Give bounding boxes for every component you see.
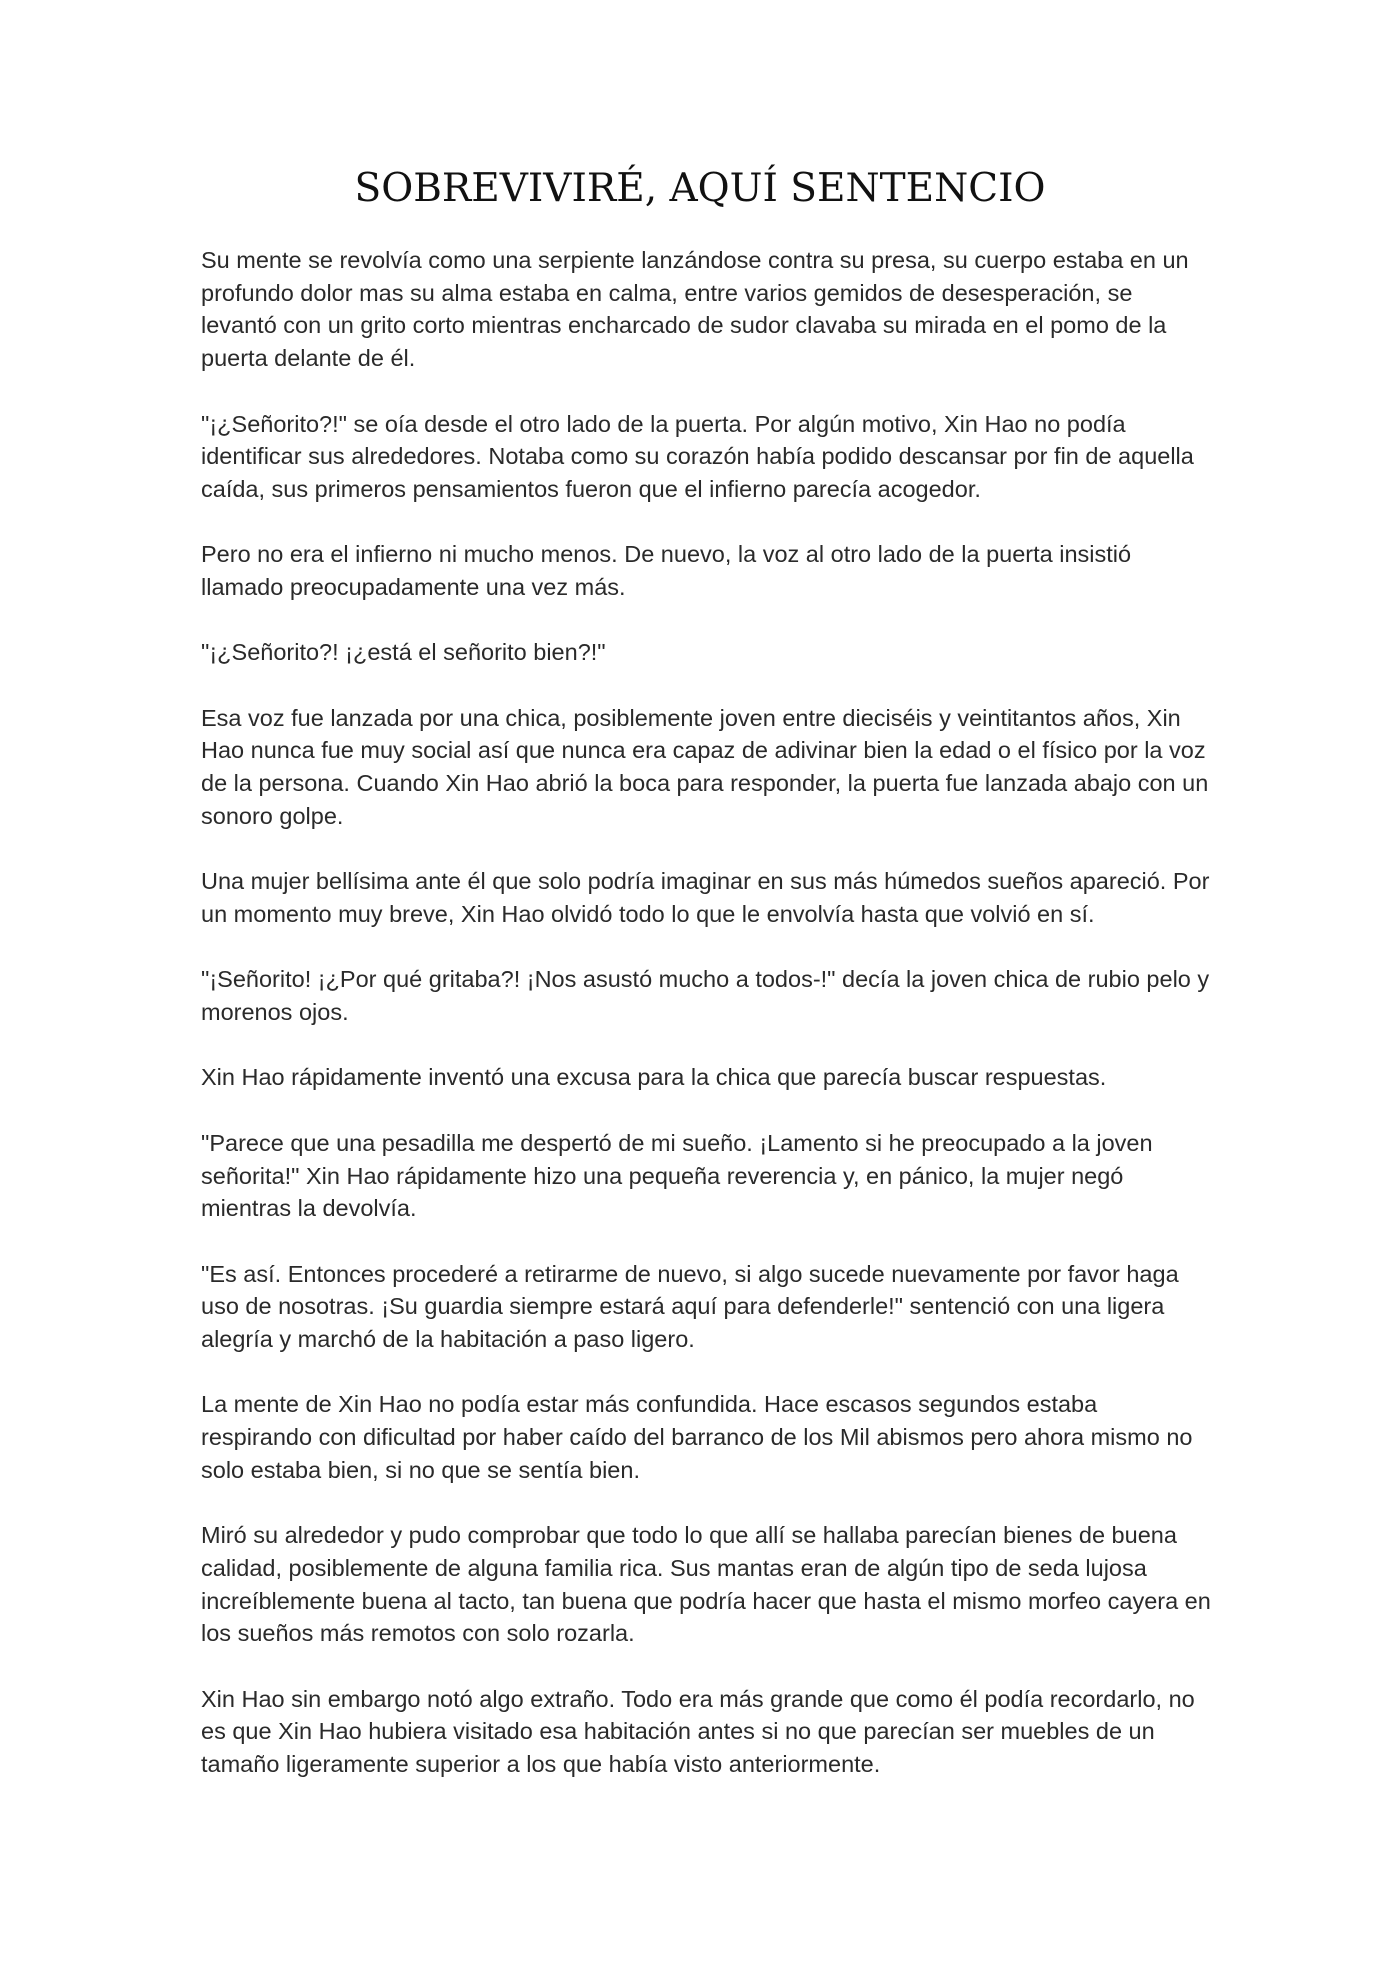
paragraph-6: Una mujer bellísima ante él que solo podría imaginar en sus más húmedos sueños apareció. Por un momento muy breve, Xin Hao olvidó todo lo que le envolvía hasta que volvió en sí. (201, 868, 1210, 927)
paragraph-5: Esa voz fue lanzada por una chica, posiblemente joven entre dieciséis y veintitantos años, Xin Hao nunca fue muy social así que nunca era capaz de adivinar bien la edad o el físico por la voz de la persona. Cuando Xin Hao abrió la boca para responder, la puerta fue lanzada abajo con un sonoro golpe. (201, 704, 1209, 829)
paragraph-12: Miró su alrededor y pudo comprobar que todo lo que allí se hallaba parecían bienes de buena calidad, posiblemente de alguna familia rica. Sus mantas eran de algún tipo de seda lujosa increíblemente buena al tacto, tan buena que podría hacer que hasta el mismo morfeo cayera en los sueños más remotos con solo rozarla. (201, 1522, 1211, 1647)
paragraph-8: Xin Hao rápidamente inventó una excusa para la chica que parecía buscar respuestas. (201, 1064, 1107, 1091)
document-body (201, 244, 1211, 1814)
paragraph-10: "Es así. Entonces procederé a retirarme de nuevo, si algo sucede nuevamente por favor haga uso de nosotras. ¡Su guardia siempre estará aquí para defenderle!" sentenció con una ligera alegría y marchó de la habitación a paso ligero. (201, 1260, 1179, 1353)
paragraph-1: Su mente se revolvía como una serpiente lanzándose contra su presa, su cuerpo estaba en un profundo dolor mas su alma estaba en calma, entre varios gemidos de desesperación, se levantó con un grito corto mientras encharcado de sudor clavaba su mirada en el pomo de la puerta delante de él. (201, 247, 1189, 372)
paragraph-2: "¡¿Señorito?!" se oía desde el otro lado de la puerta. Por algún motivo, Xin Hao no podía identificar sus alrededores. Notaba como su corazón había podido descansar por fin de aquella caída, sus primeros pensamientos fueron que el infierno parecía acogedor. (201, 410, 1194, 502)
paragraph-3: Pero no era el infierno ni mucho menos. De nuevo, la voz al otro lado de la puerta insistió llamado preocupadamente una vez más. (201, 541, 1132, 600)
paragraph-13: Xin Hao sin embargo notó algo extraño. Todo era más grande que como él podía recordarlo, no es que Xin Hao hubiera visitado esa habitación antes si no que parecían ser muebles de un tamaño ligeramente superior a los que había visto anteriormente. (201, 1685, 1195, 1778)
document-title: SOBREVIVIRÉ, AQUÍ SENTENCIO (354, 166, 1046, 211)
paragraph-7: "¡Señorito! ¡¿Por qué gritaba?! ¡Nos asustó mucho a todos-!" decía la joven chica de rubio pelo y morenos ojos. (201, 966, 1210, 1026)
paragraph-9: "Parece que una pesadilla me despertó de mi sueño. ¡Lamento si he preocupado a la joven señorita!" Xin Hao rápidamente hizo una pequeña reverencia y, en pánico, la mujer negó mientras la devolvía. (201, 1129, 1153, 1222)
paragraph-4: "¡¿Señorito?! ¡¿está el señorito bien?!" (201, 639, 606, 666)
paragraph-11: La mente de Xin Hao no podía estar más confundida. Hace escasos segundos estaba respirando con dificultad por haber caído del barranco de los Mil abismos pero ahora mismo no solo estaba bien, si no que se sentía bien. (201, 1391, 1193, 1483)
